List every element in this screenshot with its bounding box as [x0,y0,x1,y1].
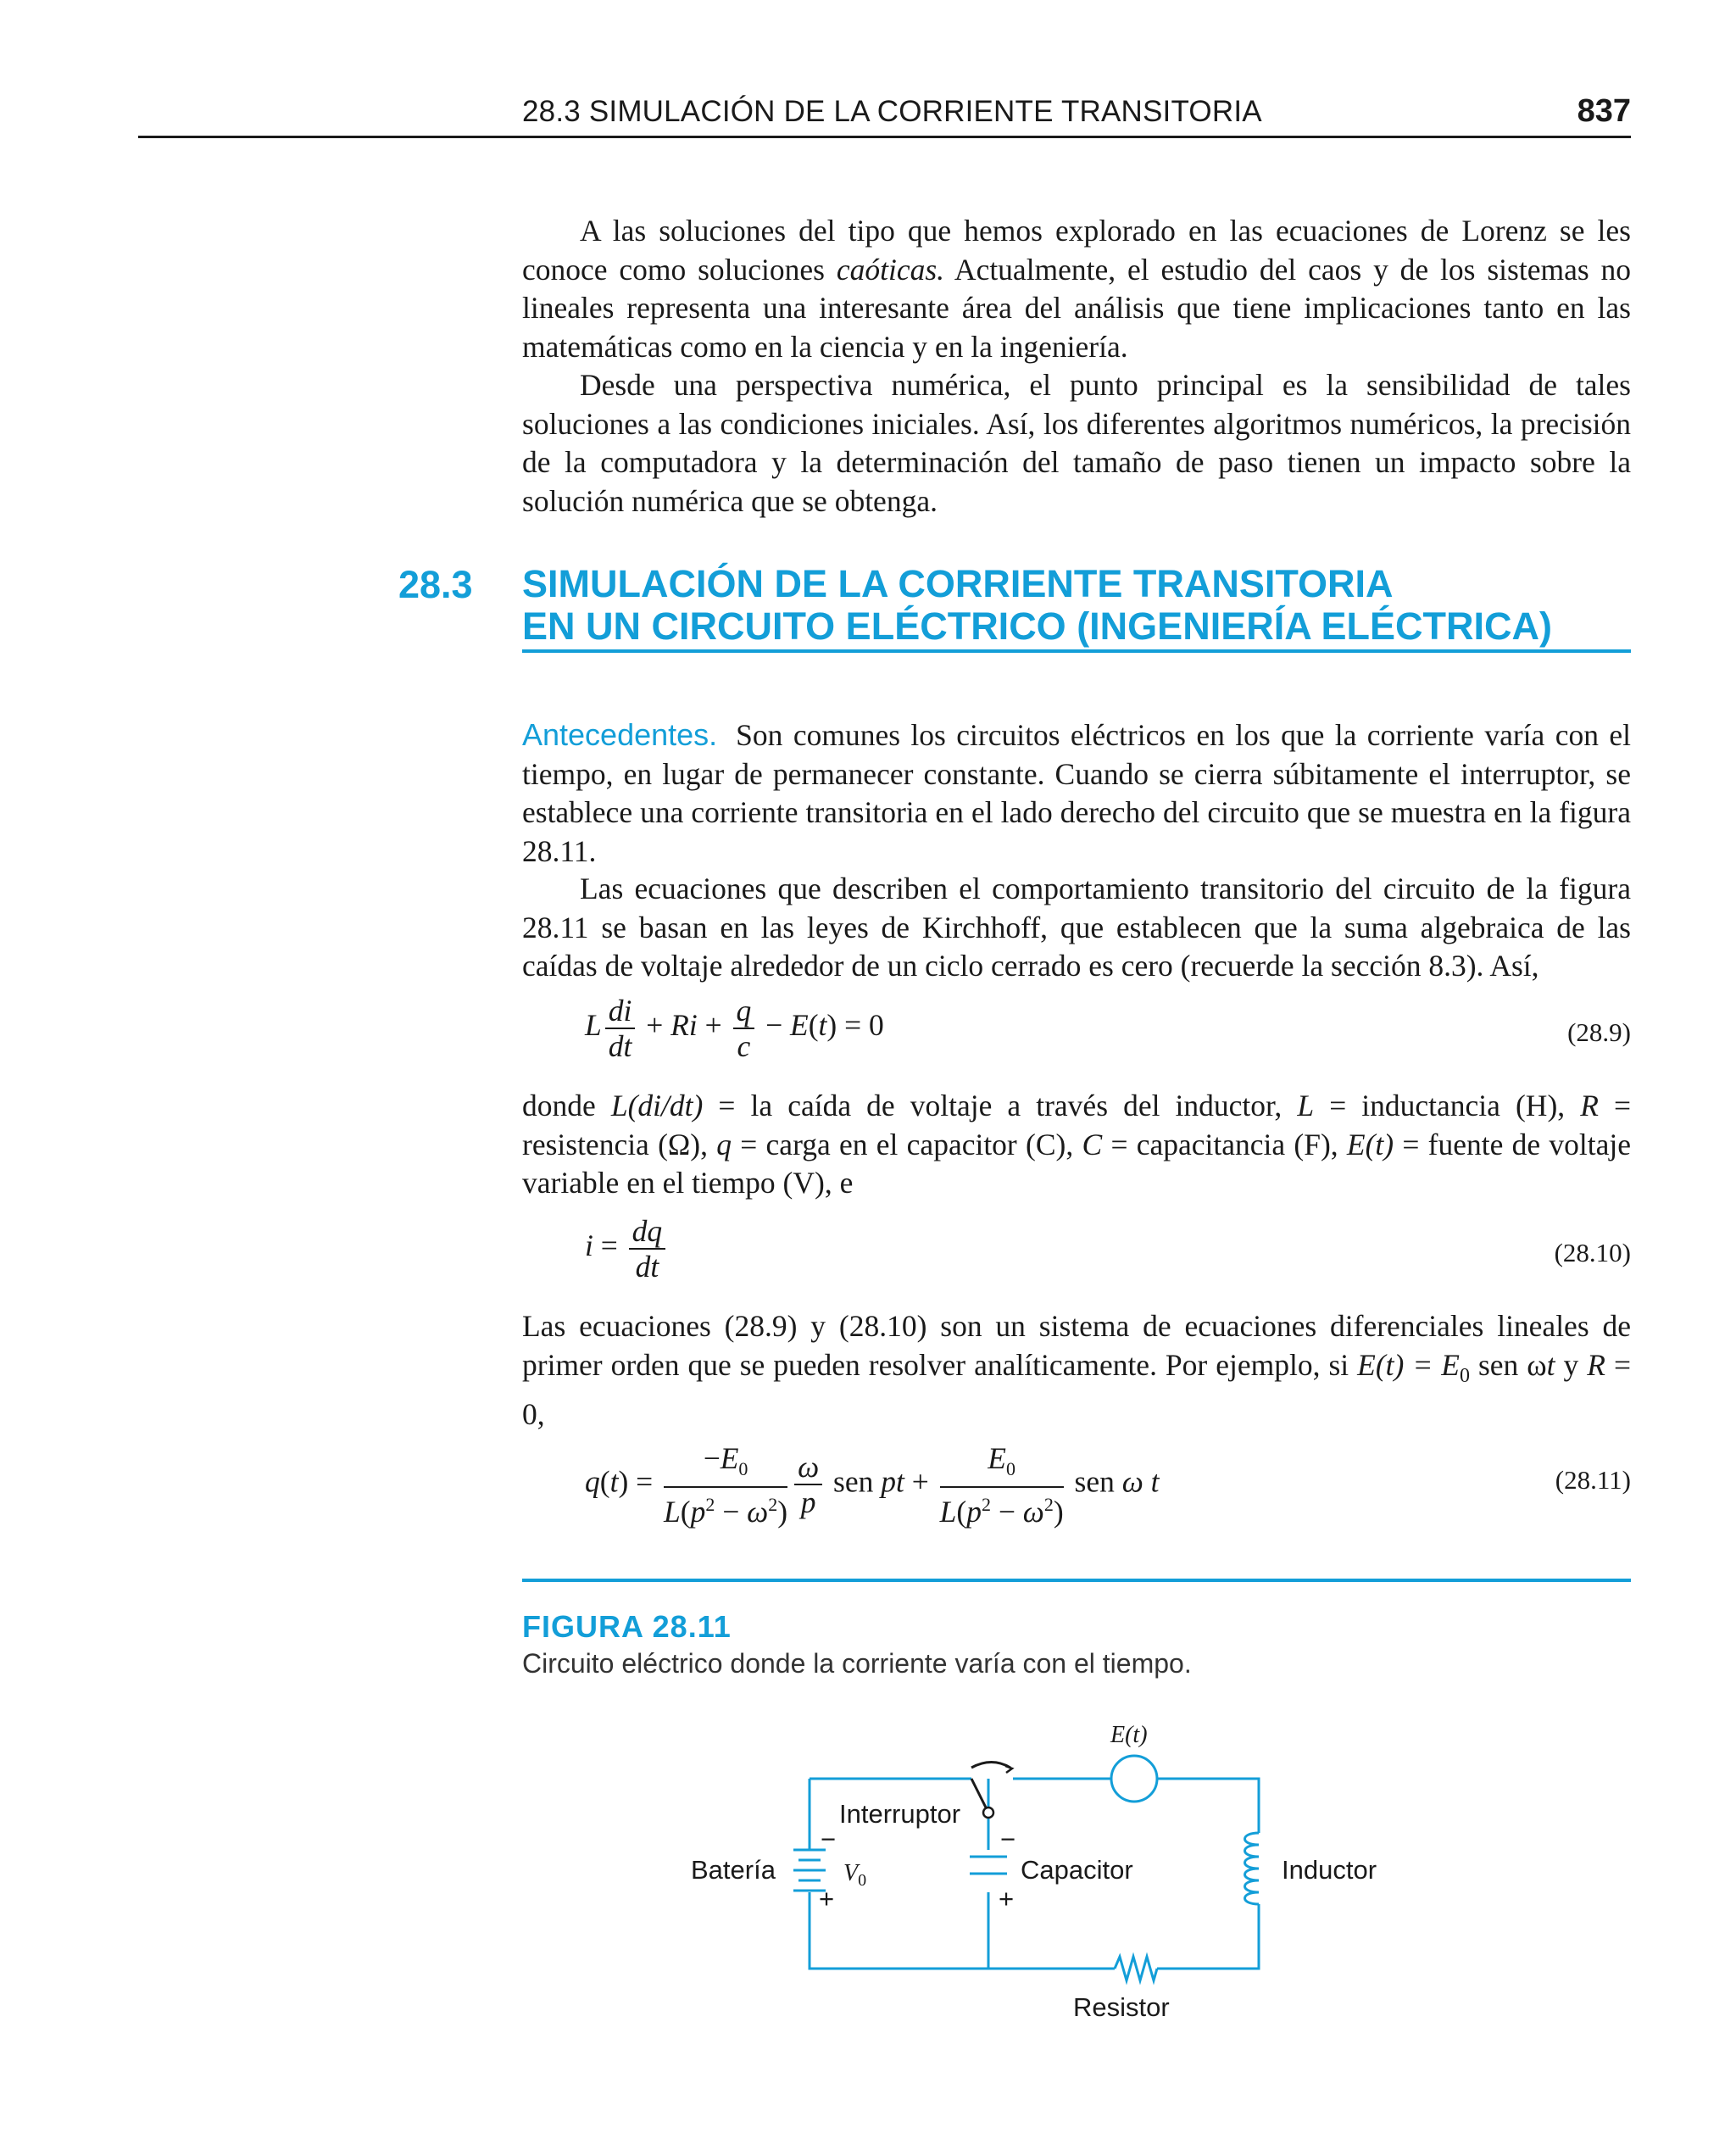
emphasis-caoticas: caóticas. [836,252,945,287]
battery-voltage-label: $V_0$ [843,1860,867,1890]
body-paragraph-1: Antecedentes. Son comunes los circuitos eléctricos en los que la corriente varía con el tiempo, en lugar de permanecer constante. Cuando se cierra súbitamente el interruptor, se establece una corriente transitoria en el lado derecho del circuito que se muestra en la figura 28.11. [522,717,1631,868]
equation-28-10: i = $\frac{dq}{dt}$ [585,1214,669,1284]
equation-label-28-9: (28.9) [1567,1017,1631,1047]
section-number: 28.3 [398,563,473,606]
intro-paragraph-2: Desde una perspectiva numérica, el punto principal es la sensibilidad de tales soluciones a las condiciones iniciales. Así, los diferentes algoritmos numéricos, la precisión de la computadora y la determinación del tamaño de paso tienen un impacto sobre la solución numérica que se obtenga. [522,368,1631,518]
body-paragraph-2: Las ecuaciones que describen el comportamiento transitorio del circuito de la figura 28.11 se basan en las leyes de Kirchhoff, que establecen que la suma algebraica de las caídas de voltaje alrededor de un ciclo cerrado es cero (recuerde la sección 8.3). Así, [522,872,1631,983]
switch-label: Interruptor [839,1799,961,1829]
equation-28-11: q(t) = $\frac{-E_0}{L(p^2 - \omega^2)}$ $\frac{\omega}{p}$ sen pt + $\frac{E_0}{L(p^2 - \omega^2)}$ sen ω t [585,1441,1160,1529]
capacitor-plus: + [999,1884,1015,1913]
section-title-line-2: EN UN CIRCUITO ELÉCTRICO (INGENIERÍA ELÉCTRICA) [522,604,1553,648]
voltage-source-icon [1111,1756,1157,1802]
equation-28-9: L $\frac{di}{dt}$ + Ri + $\frac{q}{c}$ − E(t) = 0 [585,994,884,1063]
switch-contact-icon [983,1807,993,1818]
running-title: 28.3 SIMULACIÓN DE LA CORRIENTE TRANSITORIA [522,95,1262,128]
body-paragraph-4: Las ecuaciones (28.9) y (28.10) son un sistema de ecuaciones diferenciales lineales de primer orden que se pueden resolver analíticamente. Por ejemplo, si $E(t) = E_0$ sen ωt y R = 0, [522,1309,1631,1432]
source-label: E(t) [1110,1722,1148,1748]
runin-heading: Antecedentes. [522,717,718,752]
header-rule [138,136,1631,138]
circuit-diagram [678,1704,1441,2060]
switch-arrow [971,1763,1010,1768]
body-paragraph-3: donde L(di/dt) = la caída de voltaje a través del inductor, L = inductancia (H), R = resistencia (Ω), q = carga en el capacitor (C), C = capacitancia (F), E(t) = fuente de voltaje variable en el tiempo (V), e [522,1089,1632,1200]
capacitor-icon [970,1857,1007,1874]
battery-minus: − [821,1824,837,1854]
section-rule [522,649,1631,653]
inductor-label: Inductor [1282,1855,1377,1885]
capacitor-label: Capacitor [1021,1855,1133,1885]
equation-label-28-10: (28.10) [1554,1238,1631,1267]
inductor-coil-icon [1245,1833,1260,1904]
page-number: 837 [1577,93,1631,129]
figure-caption: Circuito eléctrico donde la corriente varía con el tiempo. [522,1648,1192,1679]
resistor-zigzag-icon [1115,1957,1157,1980]
capacitor-minus: − [1000,1824,1016,1854]
resistor-label: Resistor [1073,1992,1170,2022]
section-title [522,563,1552,648]
battery-plus: + [819,1884,835,1913]
switch-arrowhead-icon [1005,1766,1012,1773]
battery-label: Batería [691,1855,776,1885]
figure-label: FIGURA 28.11 [522,1609,732,1644]
intro-paragraph-1: A las soluciones del tipo que hemos explorado en las ecuaciones de Lorenz se les conoce como soluciones caóticas. Actualmente, el estudio del caos y de los sistemas no lineales representa una interesante área del análisis que tiene implicaciones tanto en las matemáticas como en la ciencia y en la ingeniería. [522,214,1631,364]
section-title-line-1: SIMULACIÓN DE LA CORRIENTE TRANSITORIA [522,562,1394,605]
figure-rule [522,1579,1631,1582]
equation-label-28-11: (28.11) [1555,1465,1631,1495]
